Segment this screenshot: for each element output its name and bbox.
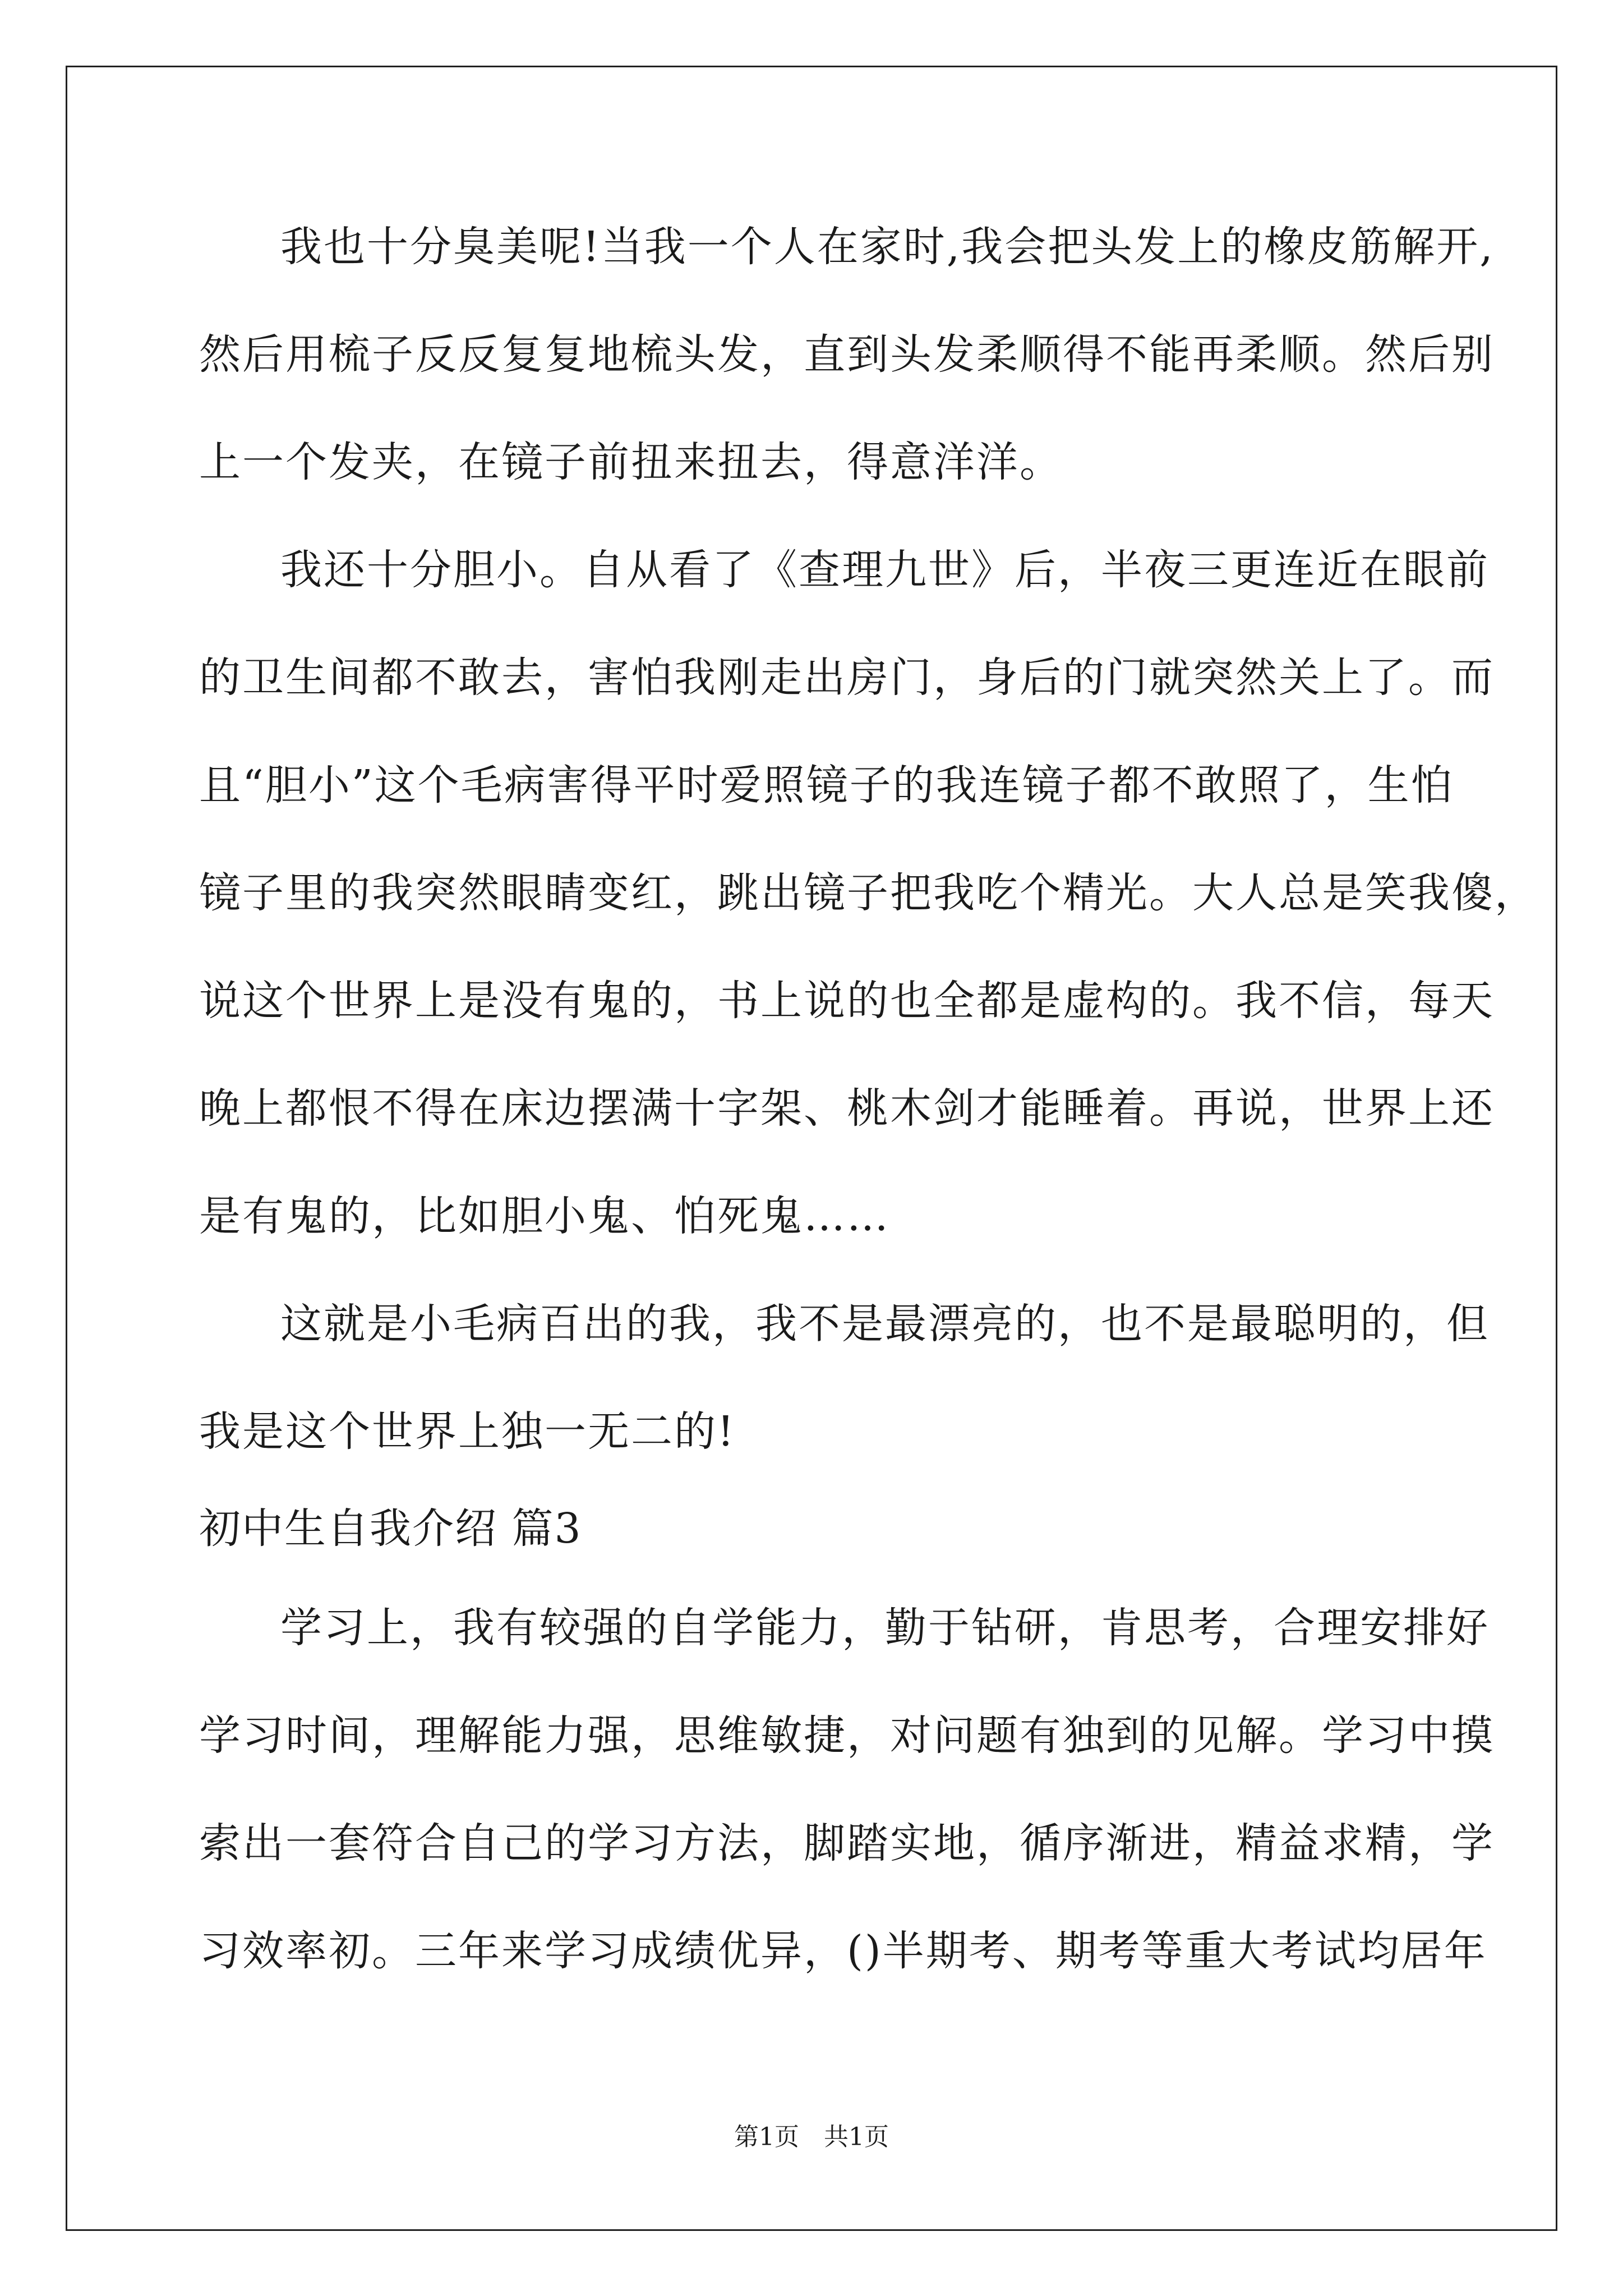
text-line: 我还十分胆小。自从看了《查理九世》后，半夜三更连近在眼前 (280, 546, 1490, 594)
text-line: 上一个发夹，在镜子前扭来扭去，得意洋洋。 (199, 438, 1063, 486)
text-line: 然后用梳子反反复复地梳头发，直到头发柔顺得不能再柔顺。然后别 (199, 330, 1495, 379)
text-line: 我也十分臭美呢!当我一个人在家时,我会把头发上的橡皮筋解开, (280, 223, 1495, 271)
text-line: 的卫生间都不敢去，害怕我刚走出房门，身后的门就突然关上了。而 (199, 654, 1495, 702)
text-line: 学习上，我有较强的自学能力，勤于钻研，肯思考，合理安排好 (280, 1604, 1490, 1652)
page-footer: 第1页 共1页 (734, 2123, 889, 2151)
text-line: 是有鬼的，比如胆小鬼、怕死鬼…… (199, 1192, 890, 1240)
text-line: 索出一套符合自己的学习方法，脚踏实地，循序渐进，精益求精，学 (199, 1819, 1495, 1867)
section-heading: 初中生自我介绍 篇3 (199, 1504, 582, 1553)
text-line: 我是这个世界上独一无二的! (199, 1407, 736, 1456)
text-line: 晚上都恨不得在床边摆满十字架、桃木剑才能睡着。再说，世界上还 (199, 1084, 1495, 1133)
text-line: 且“胆小”这个毛病害得平时爱照镜子的我连镜子都不敢照了，生怕 (199, 761, 1454, 809)
text-line: 这就是小毛病百出的我，我不是最漂亮的，也不是最聪明的，但 (280, 1300, 1490, 1348)
page-border (66, 66, 1557, 2231)
text-line: 说这个世界上是没有鬼的，书上说的也全都是虚构的。我不信，每天 (199, 977, 1495, 1025)
text-line: 镜子里的我突然眼睛变红，跳出镜子把我吃个精光。大人总是笑我傻， (199, 869, 1538, 917)
text-line: 习效率初。三年来学习成绩优异，()半期考、期考等重大考试均居年 (199, 1927, 1487, 1975)
text-line: 学习时间，理解能力强，思维敏捷，对问题有独到的见解。学习中摸 (199, 1711, 1495, 1760)
